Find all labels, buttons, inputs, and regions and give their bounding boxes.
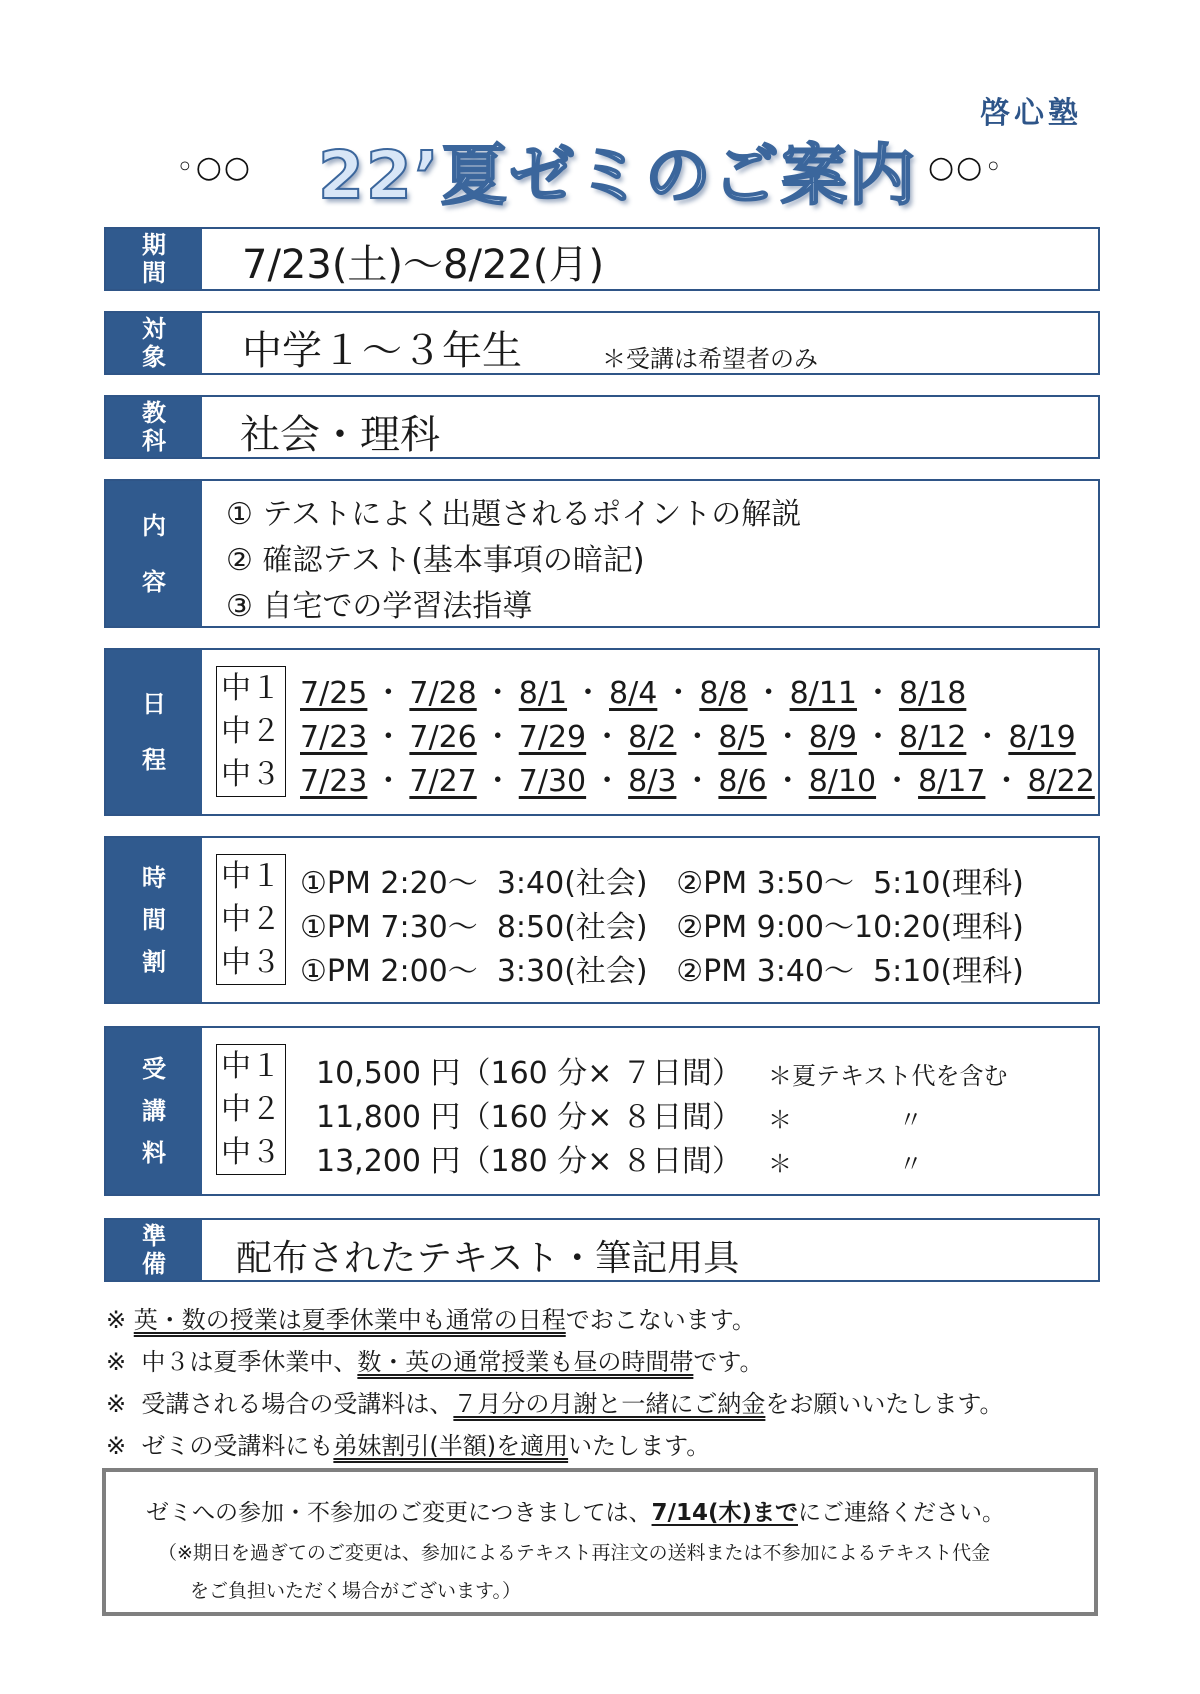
content-label: [106, 481, 202, 626]
notice-line-1: [146, 1494, 1005, 1527]
schedule-date: 8/18: [898, 676, 967, 711]
notice-pre: ゼミへの参加・不参加のご変更につきましては、: [146, 1500, 652, 1526]
schedule-date: 7/25: [300, 676, 368, 711]
fee-label: [106, 1028, 202, 1194]
timetable-grade-column: [216, 854, 286, 985]
date-separator: ・: [482, 676, 513, 711]
schedule-date: 7/26: [409, 720, 477, 755]
date-separator: ・: [772, 764, 803, 799]
footnote-3-post: をお願いいたします。: [765, 1390, 1004, 1418]
prep-label: [106, 1220, 202, 1280]
date-separator: ・: [573, 676, 604, 711]
schedule-date: 8/8: [699, 676, 748, 711]
footnote-4-underlined: 弟妹割引(半額)を適用: [333, 1432, 569, 1460]
content-item-1: ① テストによく出題されるポイントの解説: [226, 497, 802, 532]
date-separator: ・: [373, 720, 404, 755]
schedule-date: 8/4: [609, 676, 658, 711]
timetable-line-2: ①PM 7:30〜 8:50(社会) ②PM 9:00〜10:20(理科): [300, 910, 1024, 945]
page-title: 22’夏ゼミのご案内: [318, 137, 917, 214]
date-separator: ・: [663, 676, 694, 711]
fee-note-1: ＊夏テキスト代を含む: [768, 1062, 1008, 1090]
footnote-3-underlined: ７月分の月謝と一緒にご納金: [453, 1390, 766, 1418]
footnote-1-post: でおこないます。: [565, 1306, 756, 1334]
subject-row: [104, 395, 1100, 459]
timetable-line-1: ①PM 2:20〜 3:40(社会) ②PM 3:50〜 5:10(理科): [300, 866, 1024, 901]
schedule-date: 8/1: [518, 676, 568, 711]
schedule-date: 7/29: [518, 720, 587, 755]
schedule-date: 8/10: [808, 764, 877, 799]
schedule-date: 7/23: [300, 720, 368, 755]
notice-box: [102, 1468, 1098, 1616]
notice-line-3: をご負担いただく場合がございます。）: [190, 1580, 521, 1602]
schedule-date: 8/5: [718, 720, 767, 755]
schedule-date: 8/9: [808, 720, 857, 755]
fee-note-3: ＊ 〃: [768, 1150, 923, 1178]
footnote-1: [106, 1300, 756, 1335]
period-value: 7/23(土)〜8/22(月): [242, 242, 605, 288]
fee-price-3: 13,200 円（180 分× ８日間）: [316, 1144, 742, 1179]
target-label-text: 対象: [142, 315, 166, 371]
timetable-label-text: 時間割: [142, 864, 166, 976]
footnote-4: [106, 1426, 710, 1461]
school-name: 啓心塾: [980, 96, 1082, 131]
timetable-grade-2: 中２: [221, 902, 281, 937]
date-separator: ・: [753, 676, 784, 711]
date-separator: ・: [882, 764, 913, 799]
footnote-2-underlined: 数・英の通常授業も昼の時間帯: [357, 1348, 694, 1376]
date-separator: ・: [482, 764, 513, 799]
date-separator: ・: [862, 676, 893, 711]
content-row: [104, 479, 1100, 628]
date-separator: ・: [373, 676, 404, 711]
schedule-date: 8/17: [918, 764, 986, 799]
fee-note-2: ＊ 〃: [768, 1106, 923, 1134]
schedule-label: [106, 650, 202, 814]
period-label: [106, 229, 202, 289]
fee-grade-1: 中１: [221, 1049, 281, 1084]
schedule-grade-2: 中２: [221, 714, 281, 749]
prep-value: 配布されたテキスト・筆記用具: [236, 1238, 740, 1279]
schedule-label-text: 日程: [142, 690, 166, 774]
fee-row: [104, 1026, 1100, 1196]
schedule-date: 7/27: [409, 764, 477, 799]
schedule-grade-column: [216, 666, 286, 797]
schedule-date: 8/11: [789, 676, 857, 711]
notice-post: にご連絡ください。: [797, 1500, 1005, 1526]
schedule-date: 7/28: [409, 676, 477, 711]
title-dots-left: ◦○○: [176, 150, 253, 185]
schedule-row: [104, 648, 1100, 816]
schedule-date: 8/2: [628, 720, 677, 755]
notice-line-2: （※期日を過ぎてのご変更は、参加によるテキスト再注文の送料または不参加によるテキスト代金: [158, 1542, 991, 1564]
schedule-date: 7/30: [518, 764, 587, 799]
schedule-date: 8/22: [1027, 764, 1095, 799]
footnote-3: [106, 1384, 1003, 1419]
footnote-1-pre: ※: [106, 1306, 134, 1334]
schedule-grade-3: 中３: [221, 757, 281, 792]
subject-label: [106, 397, 202, 457]
schedule-date: 8/6: [718, 764, 767, 799]
date-separator: ・: [592, 720, 623, 755]
schedule-grade-1: 中１: [221, 671, 281, 706]
prep-label-text: 準備: [142, 1222, 166, 1278]
target-note: ＊受講は希望者のみ: [602, 345, 818, 373]
footnote-2-pre: ※ 中３は夏季休業中、: [106, 1348, 358, 1376]
target-row: [104, 311, 1100, 375]
footnote-2-post: です。: [693, 1348, 764, 1376]
date-separator: ・: [682, 720, 713, 755]
period-row: [104, 227, 1100, 291]
timetable-grade-3: 中３: [221, 945, 281, 980]
content-label-text: 内容: [142, 511, 166, 596]
timetable-row: [104, 836, 1100, 1004]
footnote-2: [106, 1342, 763, 1377]
schedule-dates-2: [300, 712, 1076, 756]
schedule-date: 8/19: [1008, 720, 1076, 755]
footnote-4-post: いたします。: [568, 1432, 711, 1460]
date-separator: ・: [682, 764, 713, 799]
fee-price-2: 11,800 円（160 分× ８日間）: [316, 1100, 742, 1135]
date-separator: ・: [373, 764, 404, 799]
target-label: [106, 313, 202, 373]
fee-price-1: 10,500 円（160 分× ７日間）: [316, 1056, 742, 1091]
schedule-date: 8/3: [628, 764, 677, 799]
content-item-3: ③ 自宅での学習法指導: [226, 589, 533, 624]
footnote-1-underlined: 英・数の授業は夏季休業中も通常の日程: [133, 1306, 566, 1334]
period-label-text: 期間: [142, 231, 166, 287]
timetable-label: [106, 838, 202, 1002]
timetable-line-3: ①PM 2:00〜 3:30(社会) ②PM 3:40〜 5:10(理科): [300, 954, 1024, 989]
prep-row: [104, 1218, 1100, 1282]
target-value: 中学１〜３年生: [242, 328, 522, 374]
date-separator: ・: [772, 720, 803, 755]
schedule-dates-1: [300, 668, 966, 712]
footnote-3-pre: ※ 受講される場合の受講料は、: [106, 1390, 454, 1418]
subject-label-text: 教科: [142, 399, 166, 455]
footnote-4-pre: ※ ゼミの受講料にも: [106, 1432, 334, 1460]
date-separator: ・: [592, 764, 623, 799]
subject-value: 社会・理科: [240, 412, 440, 458]
notice-deadline: 7/14(木)まで: [651, 1500, 798, 1526]
fee-grade-column: [216, 1044, 286, 1175]
schedule-date: 8/12: [898, 720, 967, 755]
fee-grade-2: 中２: [221, 1092, 281, 1127]
fee-label-text: 受講料: [142, 1055, 166, 1167]
schedule-date: 7/23: [300, 764, 368, 799]
date-separator: ・: [862, 720, 893, 755]
schedule-dates-3: [300, 756, 1095, 800]
timetable-grade-1: 中１: [221, 859, 281, 894]
content-item-2: ② 確認テスト(基本事項の暗記): [226, 543, 645, 578]
date-separator: ・: [482, 720, 513, 755]
title-dots-right: ○○◦: [928, 150, 1005, 185]
date-separator: ・: [972, 720, 1003, 755]
date-separator: ・: [991, 764, 1022, 799]
fee-grade-3: 中３: [221, 1135, 281, 1170]
